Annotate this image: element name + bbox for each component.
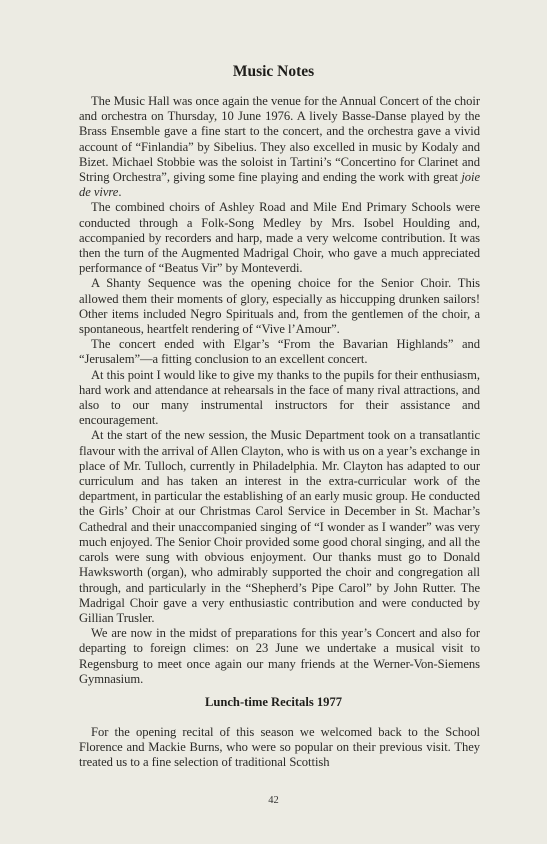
page-number: 42	[268, 795, 279, 806]
page-title: Music Notes	[232, 63, 315, 80]
italic-phrase: joie de vivre	[79, 170, 480, 200]
paragraph: At this point I would like to give my thanks to the pupils for their enthusiasm, hard work and attendance at rehearsals in the face of many rival attractions, and also to our many instrumental instructors for their assistance and encouragement.	[79, 367, 480, 428]
music-notes-body	[79, 94, 480, 687]
section-heading: Lunch-time Recitals 1977	[204, 695, 343, 709]
paragraph: The combined choirs of Ashley Road and Mile End Primary Schools were conducted through a Folk-Song Medley by Mrs. Isobel Houlding and, accompanied by recorders and harp, made a very welcome contribution. It was then the turn of the Augmented Madrigal Choir, who gave a much appreciated performance of “Beatus Vir” by Monteverdi.	[79, 200, 480, 276]
paragraph: The Music Hall was once again the venue for the Annual Concert of the choir and orchestra on Thursday, 10 June 1976. A lively Basse-Danse played by the Brass Ensemble gave a fine start to the concert, and the orchestra gave a vivid account of “Finlandia” by Sibelius. They also excelled in music by Kodaly and Bizet. Michael Stobbie was the soloist in Tartini’s “Concertino for Clarinet and String Orchestra”, giving some fine playing and ending the work with great joie de vivre.	[79, 94, 480, 200]
paragraph: For the opening recital of this season we welcomed back to the School Florence and Mackie Burns, who were so popular on their previous visit. They treated us to a fine selection of traditional Scottish	[79, 725, 480, 770]
paragraph: We are now in the midst of preparations for this year’s Concert and also for departing to foreign climes: on 23 June we undertake a musical visit to Regensburg to meet once again our many friends at the Werner-Von-Siemens Gymnasium.	[79, 626, 480, 686]
paragraph: A Shanty Sequence was the opening choice for the Senior Choir. This allowed them their moments of glory, especially as hiccupping drunken sailors! Other items included Negro Spirituals and, from the gentlemen of the choir, a spontaneous, heartfelt rendering of “Vive l’Amour”.	[79, 276, 480, 337]
recitals-body	[79, 725, 480, 771]
paragraph: At the start of the new session, the Music Department took on a transatlantic flavour with the arrival of Allen Clayton, who is with us on a year’s exchange in place of Mr. Tulloch, currently in Philadelphia. Mr. Clayton has adapted to our curriculum and has taken an interest in the extra-curricular work of the department, in particular the establishing of an early music group. He conducted the Girls’ Choir at our Christmas Carol Service in December in St. Machar’s Cathedral and their unaccompanied singing of “I wonder as I wander” was very much enjoyed. The Senior Choir provided some good choral singing, and all the carols were sung with obvious enjoyment. Our thanks must go to Donald Hawksworth (organ), who admirably supported the choir and congregation all through, and particularly in the “Shepherd’s Pipe Carol” by John Rutter. The Madrigal Choir gave a very enthusiastic contribution and were conducted by Gillian Trusler.	[79, 428, 480, 625]
paragraph: The concert ended with Elgar’s “From the Bavarian Highlands” and “Jerusalem”—a fitting conclusion to an excellent concert.	[79, 337, 480, 367]
